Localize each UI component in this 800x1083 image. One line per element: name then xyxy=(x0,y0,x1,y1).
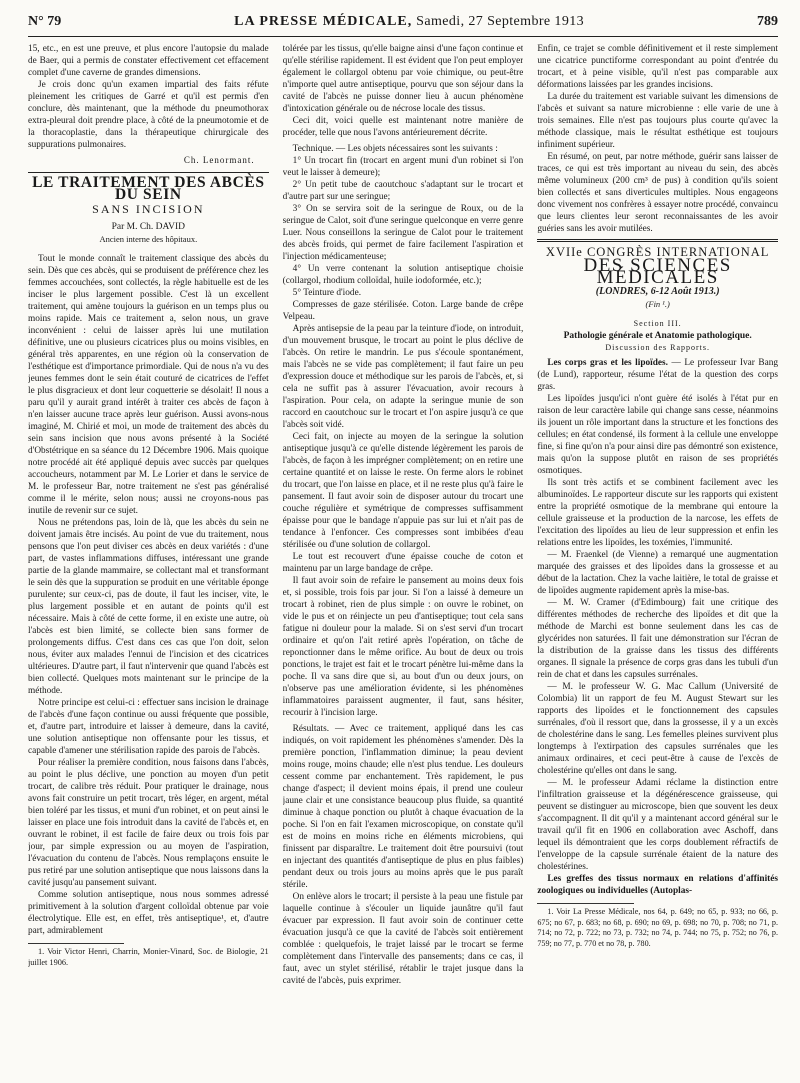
section-title: Pathologie générale et Anatomie pathologique. xyxy=(563,331,752,341)
paragraph: Compresses de gaze stérilisée. Coton. Large bande de crêpe Velpeau. xyxy=(282,300,524,322)
paragraph: Tout le monde connaît le traitement classique des abcès du sein. Dès que ces abcès, qui se produisent de préférence chez les femmes accouchées, sont collectés, la règle habituelle est de les inciser le plus largement possible. C'est là un excellent traitement, qui amène toujours la guérison en un temps plus ou moins rapide. Mais ce traitement a, selon nous, un grave inconvénient : celui de laisser après lui une mutilation définitive, une ou plusieurs cicatrices plus ou moins visibles, en général très apparentes, en une région où la conservation de l'esthétique est d'importance primordiale. Qui de nous n'a vu des jeunes femmes dont le sein était couturé de cicatrices de l'effet le plus disgracieux et dont leur coquetterie se désolait! Il nous a paru qu'il y aurait grand intérêt à traiter ces abcès de façon à n'en laisser aucune trace après leur guérison. Aussi avons-nous imaginé, M. Chirié et moi, un mode de traitement des abcès du sein sans incision que nous avons présenté à la Société d'Obstétrique en sa séance du 12 Décembre 1906. Mais quoique notre procédé ait été appliqué depuis avec succès par quelques accoucheurs, notamment par M. Le Lorier et dans le service de M. le professeur Bar, notre traitement ne s'est pas généralisé comme il le mérite, selon nous; aussi ne croyons-nous pas inutile de revenir sur ce sujet. xyxy=(28,254,269,516)
footnote-rule xyxy=(537,903,633,904)
list-item: 1° Un trocart fin (trocart en argent muni d'un robinet si l'on veut le laisser à demeure); xyxy=(282,156,524,178)
paragraph: La durée du traitement est variable suivant les dimensions de l'abcès et suivant sa nature microbienne : elle varie de une à trois semaines. Elle n'est pas toujours plus courte qu'avec la méthode classique, mais le résultat esthétique est toujours infiniment supérieur. xyxy=(537,92,779,150)
journal-title xyxy=(234,14,584,30)
paragraph: Le tout est recouvert d'une épaisse couche de coton et maintenu par un large bandage de crêpe. xyxy=(282,552,524,574)
paragraph: Les lipoïdes jusqu'ici n'ont guère été isolés à l'état pur en raison de leur caractère labile qui change sans cesse, néanmoins ils jouent un rôle important dans la structure et les fonctions des cellules; en état condensé, ils forment à la cellule une enveloppe fine, si fine qu'on n'a pour ainsi dire pas démontré son existence, mais qu'on la suppose plutôt en raison de ses propriétés osmotiques. xyxy=(537,394,779,476)
paragraph: — M. Fraenkel (de Vienne) a remarqué une augmentation marquée des graisses et des lipoïdes dans la grossesse et au début de la lactation. Chez la vache laitière, le total de graisse et de lipoïdes augmente rapidement après la mise-bas. xyxy=(537,550,779,596)
paragraph: — M. W. Cramer (d'Edimbourg) fait une critique des différentes méthodes de recherche des lipoïdes et dit que la méthode de Marchi est bonne seulement dans les cas de glycérides non saturées. Il fait une démonstration sur l'écran de la distribution de la graisse dans les tissus des différents organes. Il signale la présence de corps gras dans les tubuli d'un rein de chat et dans les capsules surrénales. xyxy=(537,598,779,680)
issue-date: Samedi, 27 Septembre 1913 xyxy=(416,14,585,29)
column-2 xyxy=(283,43,524,1083)
byline-role: Ancien interne des hôpitaux. xyxy=(99,234,198,244)
paragraph: Je crois donc qu'un examen impartial des faits réfute pleinement les critiques de Garré et qu'il est permis d'en conclure, dès maintenant, que la méthode du pneumothorax extra-pleural doit prendre place, à côté de la pneumotomie et de la thoracoplastie, dans la thérapeutique chirurgicale des suppurations pulmonaires. xyxy=(28,80,269,150)
list-item: 4° Un verre contenant la solution antiseptique choisie (collargol, rhodium colloïdal, huile iodoformée, etc.); xyxy=(282,264,524,286)
paragraph: Nous ne prétendons pas, loin de là, que les abcès du sein ne doivent jamais être incisés. Au point de vue du traitement, nous pensons que l'on peut diviser ces abcès en deux variétés : d'une part, de vastes inflammations diffuses, intéressant une grande partie de la glande mammaire, se collectant mal et transformant le sein dès que la suppuration se produit en une véritable éponge purulente; sur ceux-ci, pas de doute, il faut les inciser, vite, le plus largement possible et en autant de points qu'il est nécessaire. Mais à côté de cette forme, il en existe une autre, où l'abcès est bien limité, se collecte bien sans former de prolongements diffus. C'est dans ces cas que l'on doit, selon nous, éviter aux malades l'ennui de l'incision et des cicatrices ultérieures. D'autre part, il faut n'intervenir que quand l'abcès est bien collecté. Quelques mots maintenant sur le principe de la méthode. xyxy=(28,518,269,696)
paragraph: 15, etc., en est une preuve, et plus encore l'autopsie du malade de Baer, qui a permis de constater effectivement cet effacement complet d'une caverne de grandes dimensions. xyxy=(28,44,269,78)
subheading: Les greffes des tissus normaux en relations d'affinités zoologiques ou individuelles (Autoplas- xyxy=(537,874,779,896)
byline: Par M. Ch. DAVID xyxy=(111,222,186,232)
paragraph: En résumé, on peut, par notre méthode, guérir sans laisser de traces, ce qui est très important au niveau du sein, des abcès même volumineux (200 cm³ de pus) à condition qu'ils soient bien collectés et sans diverticules multiples. Nous engageons donc vivement nos confrères à essayer notre procédé, convaincu que leurs clientes leur seront reconnaissantes de les avoir guéries sans les avoir mutilées. xyxy=(537,152,779,234)
paragraph: On enlève alors le trocart; il persiste à la peau une fistule par laquelle continue à s'écouler un liquide jaunâtre qu'il faut évacuer par expression. Il faut avoir soin de continuer cette évacuation jusqu'à ce que la cavité de l'abcès soit entièrement comblée : quelquefois, le trajet laissé par le trocart se ferme complètement dans l'intervalle des pansements; dans ce cas, il faut, avec un stylet stérilisé, rétablir le trajet jusque dans la cavité de l'abcès, puis exprimer. xyxy=(282,892,524,986)
paragraph: Notre principe est celui-ci : effectuer sans incision le drainage de l'abcès d'une façon continue ou aussi fréquente que possible, et, d'autre part, introduire et laisser à demeure, dans la cavité, une solution antiseptique non offensante pour les tissus, et capable d'amener une stérilisation rapide des parois de l'abcès. xyxy=(28,698,269,756)
section-label: Section III. xyxy=(633,319,682,328)
paragraph: Ceci dit, voici quelle est maintenant notre manière de procéder, telle que nous l'avons antérieurement décrite. xyxy=(282,116,524,138)
paragraph: Résultats. — Avec ce traitement, appliqué dans les cas indiqués, on voit rapidement les phénomènes s'amender. Dès la première ponction, l'inflammation diminue; la peau devient moins rouge, moins chaude; elle n'est plus tendue. Les douleurs cessent comme par enchantement. Très rapidement, le pus change d'aspect; il devient moins épais, il prend une couleur jaune clair et une consistance beaucoup plus fluide, sa quantité diminue à chaque ponction ou plutôt à chaque évacuation de la poche. Si l'on en fait l'examen microscopique, on constate qu'il est de moins en moins riche en éléments microbiens, qui finissent par disparaître. Le traitement doit être poursuivi (tout en injectant des quantités d'antiseptique de plus en plus faibles) pendant deux ou trois jours au moins après que le pus paraît stérile. xyxy=(282,724,524,890)
paragraph: Après antisepsie de la peau par la teinture d'iode, on introduit, d'un mouvement brusque, le trocart au point le plus déclive de l'abcès. On retire le mandrin. Le pus s'écoule spontanément, mais l'abcès ne se vide pas complètement; il faut faire un peu d'expression douce et méthodique sur les parois de l'abcès, et, si cela ne suffit pas à assurer l'évacuation, avoir recours à l'aspiration. Pour cela, on adapte la seringue munie de son raccord en caoutchouc sur le trocart et l'on aspire jusqu'à ce que l'abcès soit vidé. xyxy=(282,324,524,430)
paragraph: — M. le professeur W. G. Mac Callum (Université de Colombia) lit un rapport de feu M. August Stewart sur les rapports des lipoïdes et le fonctionnement des capsules surrénales, d'où il ressort que, dans la grossesse, il y a un excès de cholestérine dans le sang. Les femelles pleines survivent plus longtemps à l'extirpation des capsules surrénales que les animaux ordinaires, et ceci peut-être à cause de l'excès de cholestérine qu'elles ont dans le sang. xyxy=(537,682,779,776)
running-header xyxy=(28,14,778,37)
article-title: LE TRAITEMENT DES ABCÈS DU SEIN xyxy=(32,174,265,203)
paragraph: Technique. — Les objets nécessaires sont les suivants : xyxy=(292,144,498,154)
paragraph: Enfin, ce trajet se comble définitivement et il reste simplement une cicatrice punctiforme correspondant au point d'entrée du trocart, et à peine visible, qu'il n'est pas comparable aux déformations laissées par les grandes incisions. xyxy=(537,44,779,90)
list-item: 2° Un petit tube de caoutchouc s'adaptant sur le trocart et d'autre part sur une seringue; xyxy=(282,180,524,202)
paragraph: Il faut avoir soin de refaire le pansement au moins deux fois et, si possible, trois fois par jour. Si l'on a laissé à demeure un trocart à robinet, rien de plus simple : on ouvre le robinet, on vide le pus et on réinjecte un peu d'antiseptique; tout cela sans fatigue ni douleur pour la malade. Si on s'est servi d'un trocart ordinaire et qu'on l'ait retiré après l'opération, on tâche de reponctionner dans le même orifice. Au bout de deux ou trois ponctions, le trajet est fait et le trocart pénètre lui-même dans la poche. Il va sans dire que si, au bout d'un ou deux jours, on n'observe pas une amélioration évidente, si les phénomènes inflammatoires paraissent augmenter, il faut, sans hésiter, recourir à l'incision large. xyxy=(282,576,524,718)
columns xyxy=(28,43,778,1083)
footnote-rule xyxy=(28,943,124,944)
divider xyxy=(537,239,778,242)
congress-note: (Fin ¹.) xyxy=(645,299,670,309)
page-number: 789 xyxy=(757,14,778,29)
paragraph: Ceci fait, on injecte au moyen de la seringue la solution antiseptique jusqu'à ce qu'elle distende légèrement les parois de l'abcès, de façon à les imprégner complètement; on en retire une certaine quantité et on laisse le reste. On ferme alors le robinet du trocart, que l'on laisse en place, et il ne reste plus qu'à faire le pansement. Il faut avoir soin de disposer autour du trocart une couche régulière et symétrique de compresses suffisamment épaisse pour que le bandage n'appuie pas sur lui et n'ait pas de tendance à l'enfoncer. Ces compresses sont imbibées d'eau stérilisée ou d'une solution de collargol. xyxy=(282,432,524,550)
paragraph: Ils sont très actifs et se combinent facilement avec les albuminoïdes. Le rapporteur discute sur les rapports qui existent entre la propriété osmotique de la membrane qui entoure la cellule graisseuse et la production de la narcose, les effets de l'excitation des lipoïdes au lieu de leur suppression et enfin les relations entre les lipoïdes, les toxémies, l'immunité. xyxy=(537,478,779,548)
paragraph: Pour réaliser la première condition, nous faisons dans l'abcès, au point le plus déclive, une ponction au moyen d'un petit trocart, de calibre très réduit. Pour pratiquer le drainage, nous avons fait construire un petit trocart, très léger, en argent, métal bien toléré par les tissus, et muni d'un robinet, et on peut ainsi le laisser en place une fois introduit dans la cavité de l'abcès et, en ouvrant le robinet, il est facile de faire deux ou trois fois par jour, par simple expression ou au moyen de l'aspiration, l'évacuation du contenu de l'abcès. Nous remplaçons ensuite le pus retiré par une solution antiseptique que nous laissons dans la cavité jusqu'au pansement suivant. xyxy=(28,758,269,888)
congress-location: (LONDRES, 6-12 Août 1913.) xyxy=(595,286,720,297)
journal-name: LA PRESSE MÉDICALE, xyxy=(234,14,413,29)
article-subtitle: SANS INCISION xyxy=(92,202,205,216)
paragraph: Comme solution antiseptique, nous nous sommes adressé primitivement à la solution d'argent colloïdal obtenue par voie électrolytique. Elle est, en effet, très antiseptique¹, et, d'autre part, admirablement xyxy=(28,890,269,936)
footnote: 1. Voir Victor Henri, Charrin, Monier-Vinard, Soc. de Biologie, 21 juillet 1906. xyxy=(28,947,269,967)
issue-number: N° 79 xyxy=(28,14,62,29)
list-item: 3° On se servira soit de la seringue de Roux, ou de la seringue de Calot, soit d'une seringue quelconque en verre genre Luer. Nous conseillons la seringue de Calot pour le traitement des abcès froids, qui permet de faire facilement l'aspiration et l'injection médicamenteuse; xyxy=(282,204,524,262)
paragraph: tolérée par les tissus, qu'elle baigne ainsi d'une façon continue et qu'elle stérilise rapidement. Il est évident que l'on peut employer également le collargol obtenu par voie chimique, ou peut-être n'importe quel autre antiseptique, pourvu que son séjour dans la cavité de l'abcès ne puisse donner lieu à aucun phénomène d'intoxication générale ou de nécrose locale des tissus. xyxy=(282,44,524,114)
divider xyxy=(28,172,269,173)
section-subtitle: Discussion des Rapports. xyxy=(605,343,711,352)
column-3 xyxy=(537,43,778,1083)
paragraph: — M. le professeur Adami réclame la distinction entre l'infiltration graisseuse et la dégénérescence graisseuse, qui peuvent se distinguer au microscope, bien que souvent les deux s'accompagnent. Il dit qu'il y a maintenant accord général sur le travail qu'il fit en 1906 en collaboration avec Aschoff, dans lequel ils démontraient que les corps doublement réfractifs de l'enveloppe de la capsule surrénale étaient de la nature des cholestérines. xyxy=(537,778,779,872)
paragraph-text: — Le professeur Ivar Bang (de Lund), rapporteur, résume l'état de la question des corps gras. xyxy=(537,358,779,392)
paragraph xyxy=(537,357,778,393)
footnote: 1. Voir La Presse Médicale, nos 64, p. 649; no 65, p. 933; no 66, p. 675; no 67, p. 683; no 68, p. 690; no 69, p. 698; no 70, p. 708; no 71, p. 714; no 72, p. 722; no 73, p. 732; no 74, p. 744; no 75, p. 752; no 76, p. 759; no 77, p. 770 et no 78, p. 780. xyxy=(537,907,779,948)
congress-title: XVIIe CONGRÈS INTERNATIONAL xyxy=(545,245,770,259)
subheading: Les corps gras et les lipoïdes. xyxy=(547,358,668,368)
list-item: 5° Teinture d'iode. xyxy=(292,288,362,298)
signature: Ch. Lenormant. xyxy=(183,155,255,165)
column-1 xyxy=(28,43,269,1083)
congress-subtitle: DES SCIENCES MÉDICALES xyxy=(583,255,732,288)
